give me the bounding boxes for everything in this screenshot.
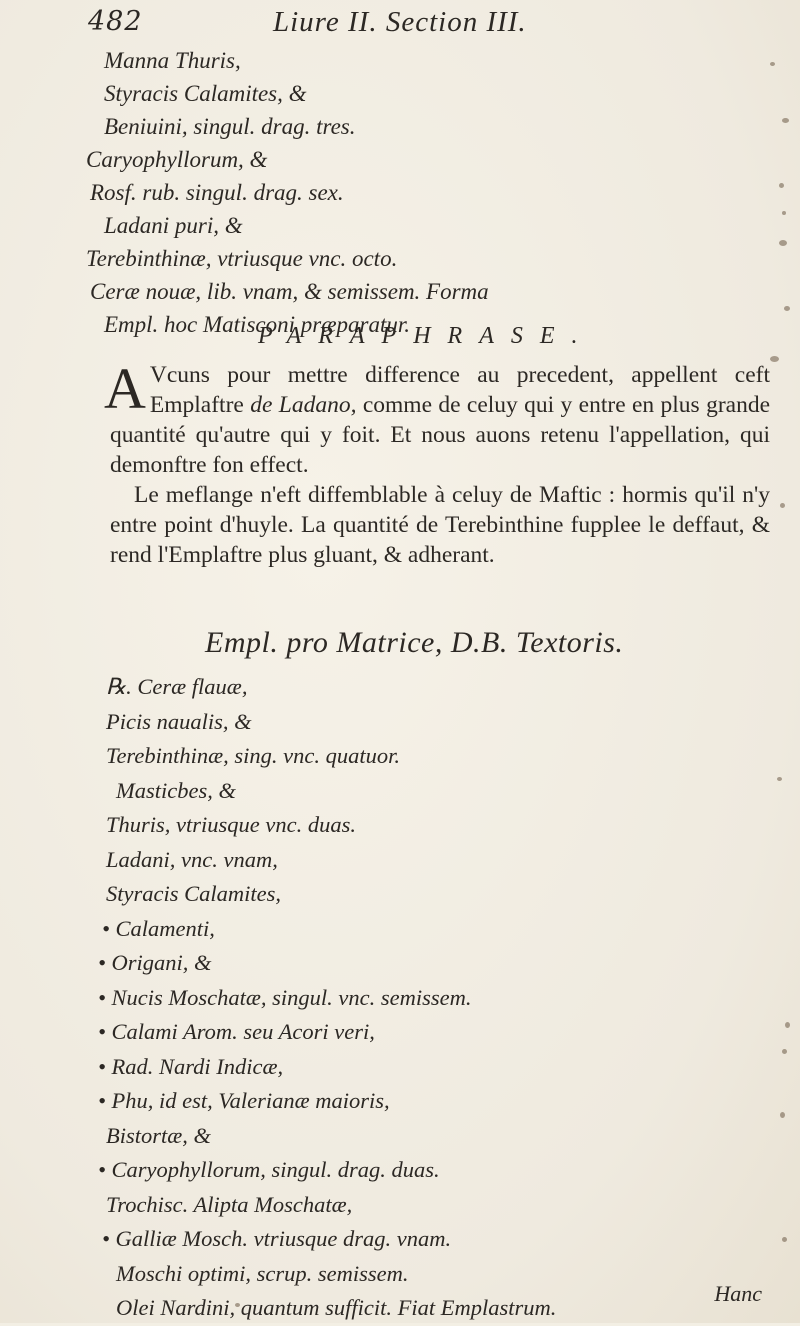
formula-line: Ceræ nouæ, lib. vnam, & semissem. Forma <box>90 279 489 304</box>
recipe-line: Terebinthinæ, sing. vnc. quatuor. <box>106 743 400 768</box>
page-number: 482 <box>88 6 143 37</box>
recipe-line: Masticbes, & <box>116 777 236 803</box>
recipe-line: Thuris, vtriusque vnc. duas. <box>106 812 356 837</box>
recipe-line: • Origani, & <box>98 950 212 975</box>
recipe-line: Trochisc. Alipta Moschatæ, <box>106 1191 353 1217</box>
formula-line: Caryophyllorum, & <box>86 147 268 172</box>
recipe-line: Moschi optimi, scrup. semissem. <box>116 1260 409 1286</box>
catchword: Hanc <box>714 1281 762 1306</box>
formula-line: Empl. hoc Matisconi præparatur. <box>104 312 411 337</box>
preceding-formula <box>86 44 784 341</box>
recipe-line: ℞. Ceræ flauæ, <box>106 674 248 699</box>
paraphrase-text-end: comme de celuy qui y entre en plus grande quantité qu'autre qui y foit. Et nous auons retenu l'appellation, qui demonftre fon effect. <box>110 392 771 478</box>
recipe-line: • Calamenti, <box>102 915 215 941</box>
running-head: Liure II. Section III. <box>273 6 527 38</box>
section-title: Empl. pro Matrice, D.B. Textoris. <box>205 626 624 659</box>
recipe-line: • Calami Arom. seu Acori veri, <box>98 1019 375 1044</box>
paraphrase-heading: PARAPHRASE. <box>258 323 595 349</box>
recipe-line: Ladani, vnc. vnam, <box>106 846 278 872</box>
recipe-line: • Caryophyllorum, singul. drag. duas. <box>98 1157 440 1182</box>
drop-cap: A <box>104 356 146 421</box>
recipe-list <box>96 670 776 1326</box>
recipe-line: • Nucis Moschatæ, singul. vnc. semissem. <box>98 984 472 1010</box>
formula-line: Terebinthinæ, vtriusque vnc. octo. <box>86 246 398 271</box>
formula-line: Ladani puri, & <box>104 213 243 238</box>
formula-line: Styracis Calamites, & <box>104 81 307 106</box>
recipe-line: Bistortæ, & <box>106 1122 212 1148</box>
paraphrase-text <box>104 356 771 570</box>
paraphrase-paragraph-1 <box>104 356 771 480</box>
page-header <box>88 4 760 40</box>
recipe-line: • Galliæ Mosch. vtriusque drag. vnam. <box>102 1226 452 1251</box>
recipe-line: Olei Nardini, quantum sufficit. Fiat Emplastrum. <box>116 1295 557 1320</box>
formula-line: Manna Thuris, <box>104 48 241 73</box>
formula-line: Rosf. rub. singul. drag. sex. <box>90 180 344 205</box>
recipe-line: • Phu, id est, Valerianæ maioris, <box>98 1088 390 1113</box>
paraphrase-text-start: Vcuns pour mettre difference au precedent, appellent ceft Emplaftre <box>149 362 770 418</box>
paraphrase-paragraph-2: Le meflange n'eft diffemblable à celuy de Maftic : hormis qu'il n'y entre point d'huyle. La quantité de Terebinthine fupplee le deffaut, & rend l'Emplaftre plus gluant, & adherant. <box>110 482 770 568</box>
recipe-line: Styracis Calamites, <box>106 881 281 906</box>
recipe-line: • Rad. Nardi Indicæ, <box>98 1053 284 1079</box>
recipe-line: Picis naualis, & <box>106 708 252 734</box>
formula-line: Beniuini, singul. drag. tres. <box>104 114 356 139</box>
paraphrase-italic: de Ladano, <box>250 392 357 418</box>
